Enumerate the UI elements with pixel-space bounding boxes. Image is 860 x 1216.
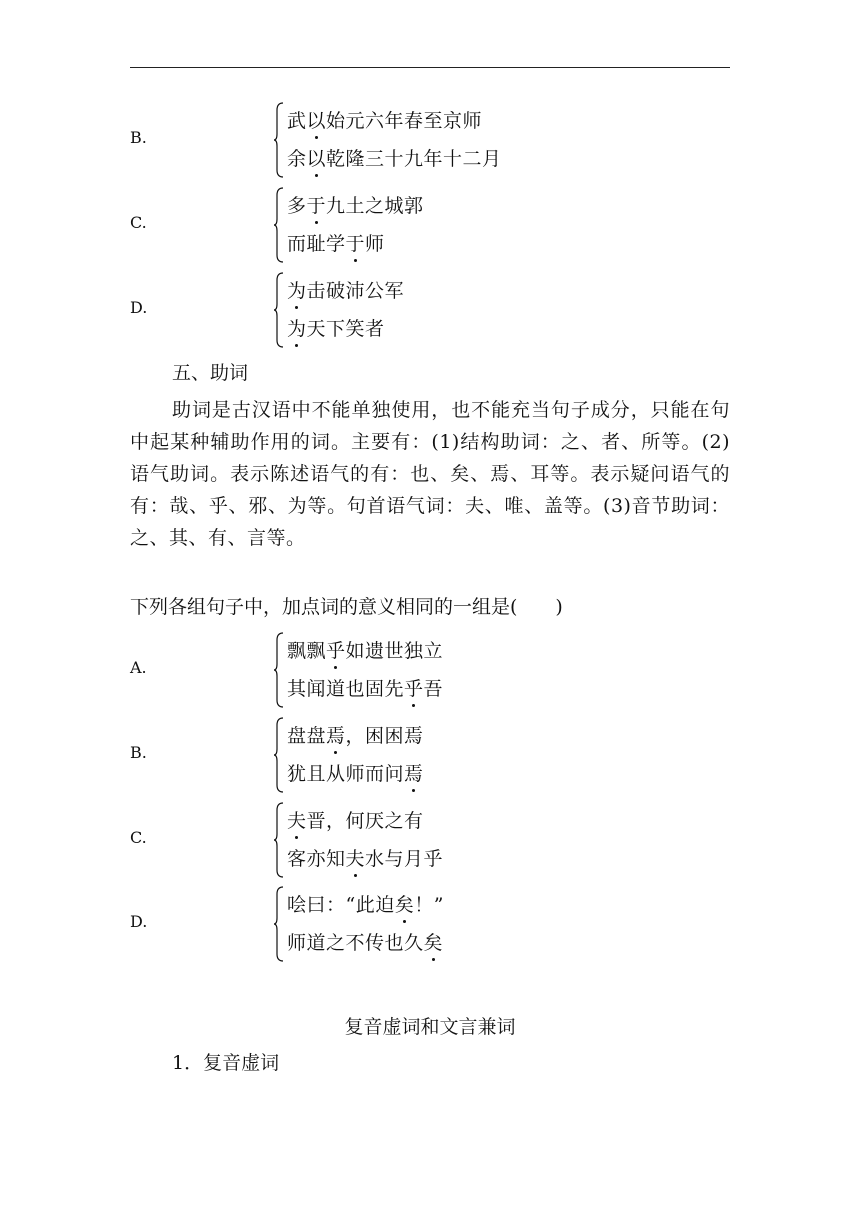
option-sentence-1: 多于九土之城郭: [287, 191, 424, 218]
option-sentence-1: 为击破沛公军: [287, 276, 404, 303]
left-brace-icon: [274, 272, 284, 348]
option-b-group2: [130, 715, 750, 795]
dotted-word: 为: [287, 314, 307, 341]
left-brace-icon: [274, 886, 284, 962]
option-sentence-2: 师道之不传也久矣: [287, 928, 443, 955]
dotted-word: 夫: [346, 844, 366, 871]
option-c-group2: [130, 800, 750, 880]
dotted-word: 乎: [404, 674, 424, 701]
option-letter: C.: [130, 828, 147, 847]
option-letter: B.: [130, 128, 147, 147]
option-letter: A.: [130, 658, 147, 677]
option-sentence-1: 夫晋，何厌之有: [287, 806, 424, 833]
left-brace-icon: [274, 717, 284, 793]
option-letter: D.: [130, 298, 148, 317]
option-sentence-2: 客亦知夫水与月乎: [287, 844, 443, 871]
option-letter: D.: [130, 912, 148, 931]
section-heading: 五、助词: [172, 362, 249, 384]
option-sentence-2: 为天下笑者: [287, 314, 385, 341]
option-d-group2: [130, 884, 750, 964]
dotted-word: 矣: [424, 928, 444, 955]
left-brace-icon: [274, 187, 284, 263]
option-letter: B.: [130, 743, 147, 762]
dotted-word: 于: [346, 229, 366, 256]
dotted-word: 夫: [287, 806, 307, 833]
option-d-group1: [130, 270, 750, 350]
option-sentence-1: 盘盘焉，困困焉: [287, 721, 424, 748]
left-brace-icon: [274, 632, 284, 708]
option-sentence-2: 余以乾隆三十九年十二月: [287, 144, 502, 171]
question-stem: 下列各组句子中，加点词的意义相同的一组是( ): [130, 596, 563, 618]
option-sentence-2: 犹且从师而问焉: [287, 759, 424, 786]
dotted-word: 为: [287, 276, 307, 303]
option-letter: C.: [130, 213, 147, 232]
option-c-group1: [130, 185, 750, 265]
dotted-word: 矣: [395, 890, 415, 917]
dotted-word: 于: [307, 191, 327, 218]
header-rule: [130, 67, 730, 68]
option-sentence-2: 其闻道也固先乎吾: [287, 674, 443, 701]
option-sentence-1: 哙曰：“此迫矣！”: [287, 890, 444, 917]
left-brace-icon: [274, 102, 284, 178]
option-a-group2: [130, 630, 750, 710]
dotted-word: 乎: [326, 636, 346, 663]
dotted-word: 以: [307, 106, 327, 133]
option-sentence-2: 而耻学于师: [287, 229, 385, 256]
dotted-word: 以: [307, 144, 327, 171]
option-b-group1: [130, 100, 750, 180]
section-body-paragraph: 助词是古汉语中不能单独使用，也不能充当句子成分，只能在句中起某种辅助作用的词。主要有：(1)结构助词：之、者、所等。(2)语气助词。表示陈述语气的有：也、矣、焉、耳等。表示疑问语气的有：哉、乎、邪、为等。句首语气词：夫、唯、盖等。(3)音节助词：之、其、有、言等。: [130, 399, 730, 549]
subsection-title: 1．复音虚词: [172, 1052, 280, 1074]
option-sentence-1: 飘飘乎如遗世独立: [287, 636, 443, 663]
left-brace-icon: [274, 802, 284, 878]
option-sentence-1: 武以始元六年春至京师: [287, 106, 482, 133]
dotted-word: 焉: [326, 721, 346, 748]
dotted-word: 焉: [404, 759, 424, 786]
section-title: 复音虚词和文言兼词: [344, 1016, 516, 1038]
